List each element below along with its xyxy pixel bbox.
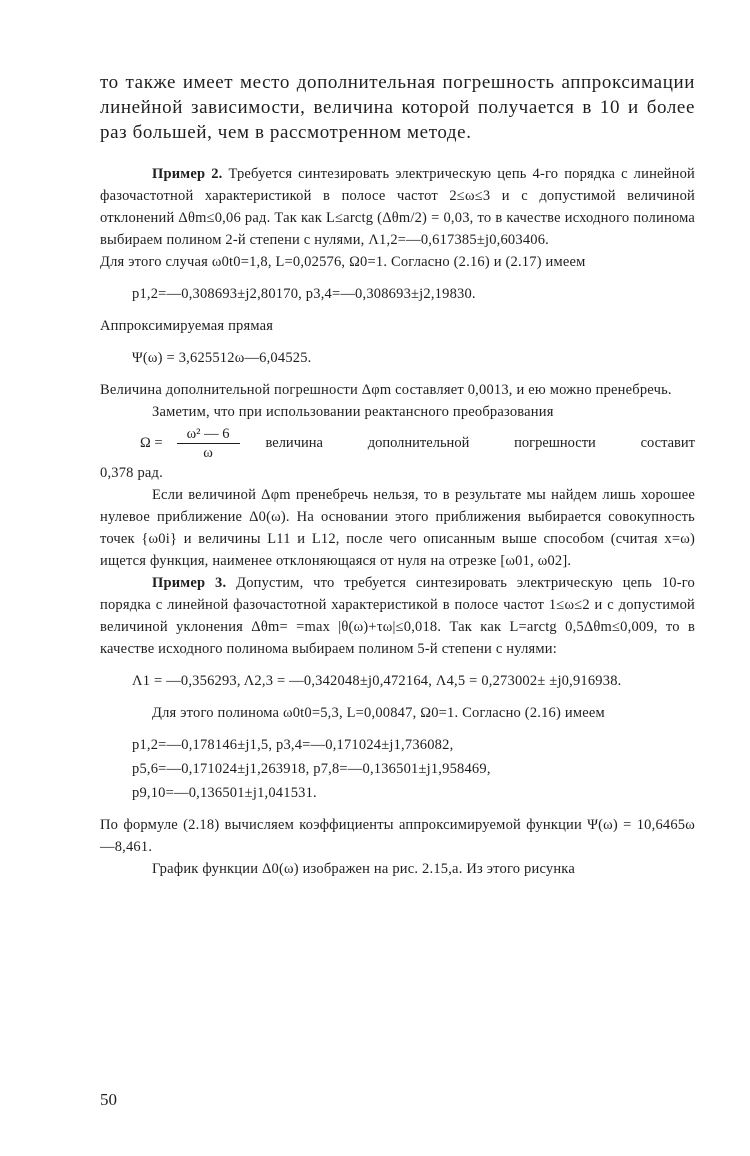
example2-case-line: Для этого случая ω0t0=1,8, L=0,02576, Ω0=1. Согласно (2.16) и (2.17) имеем — [100, 254, 586, 270]
if-paragraph: Если величиной Δφm пренебречь нельзя, то в результате мы найдем лишь хорошее нулевое приближение Δ0(ω). На основании этого приближения выбирается совокупность точек {ω0i} и величины L11 и L12, после чего описанным выше способом (считая x=ω) ищется функция, наименее отклоняющаяся от нуля на отрезке [ω01, ω02]. — [100, 487, 695, 569]
coeffs-paragraph: По формуле (2.18) вычисляем коэффициенты аппроксимируемой функции Ψ(ω) = 10,6465ω—8,461. — [100, 817, 695, 855]
frac-tail-word: составит — [640, 435, 695, 451]
reactance-transform-formula — [100, 425, 695, 462]
page-body — [100, 70, 695, 880]
extra-error-paragraph: Величина дополнительной погрешности Δφm составляет 0,0013, и ею можно пренебречь. — [100, 382, 672, 398]
example3-zeros: Λ1 = —0,356293, Λ2,3 = —0,342048±j0,472164, Λ4,5 = 0,273002± ±j0,916938. — [132, 673, 622, 689]
lead-paragraph: то также имеет место дополнительная погрешность аппроксимации линейной зависимости, величина которой получается в 10 и более раз большей, чем в рассмотренном методе. — [100, 72, 695, 143]
frac-tail-word: дополнительной — [367, 435, 470, 451]
frac-tail-text — [266, 435, 696, 452]
frac-tail-word: погрешности — [514, 435, 596, 451]
approx-formula: Ψ(ω) = 3,625512ω—6,04525. — [132, 350, 312, 366]
example2-paragraph — [100, 163, 695, 251]
fraction-numerator: ω² — 6 — [177, 425, 240, 444]
example3-case-line: Для этого полинома ω0t0=5,3, L=0,00847, Ω0=1. Согласно (2.16) имеем — [152, 705, 605, 721]
example3-poles-1: p1,2=—0,178146±j1,5, p3,4=—0,171024±j1,736082, — [132, 737, 454, 753]
page-number: 50 — [100, 1090, 117, 1109]
graph-line: График функции Δ0(ω) изображен на рис. 2.15,а. Из этого рисунка — [152, 861, 575, 877]
example3-poles-2: p5,6=—0,171024±j1,263918, p7,8=—0,136501±j1,958469, — [132, 761, 491, 777]
fraction — [177, 425, 240, 462]
example3-paragraph — [100, 572, 695, 660]
approx-label: Аппроксимируемая прямая — [100, 318, 274, 334]
note-line: Заметим, что при использовании реактансного преобразования — [152, 404, 554, 420]
example2-poles: p1,2=—0,308693±j2,80170, p3,4=—0,308693±j2,19830. — [132, 286, 476, 302]
frac-after: 0,378 рад. — [100, 465, 163, 481]
frac-lhs: Ω = — [140, 435, 163, 451]
example3-poles-3: p9,10=—0,136501±j1,041531. — [132, 785, 317, 801]
example3-text: Допустим, что требуется синтезировать электрическую цепь 10-го порядка с линейной фазочастотной характеристикой в полосе частот 1≤ω≤2 и с допустимой величиной уклонения Δθm= =max |θ(ω)+τω|≤0,018. Так как L=arctg 0,5Δθm≤0,009, то в качестве исходного полинома выбираем полином 5-й степени с нулями: — [100, 575, 696, 657]
frac-tail-word: величина — [265, 435, 323, 451]
example3-label: Пример 3. — [152, 575, 227, 591]
example2-text: Требуется синтезировать электрическую цепь 4-го порядка с линейной фазочастотной характеристикой в полосе частот 2≤ω≤3 и с допустимой величиной отклонений Δθm≤0,06 рад. Так как L≤arctg (Δθm/2) = 0,03, то в качестве исходного полинома выбираем полином 2-й степени с нулями, Λ1,2=—0,617385±j0,603406. — [100, 166, 696, 248]
example2-label: Пример 2. — [152, 166, 223, 182]
fraction-denominator: ω — [203, 445, 213, 461]
